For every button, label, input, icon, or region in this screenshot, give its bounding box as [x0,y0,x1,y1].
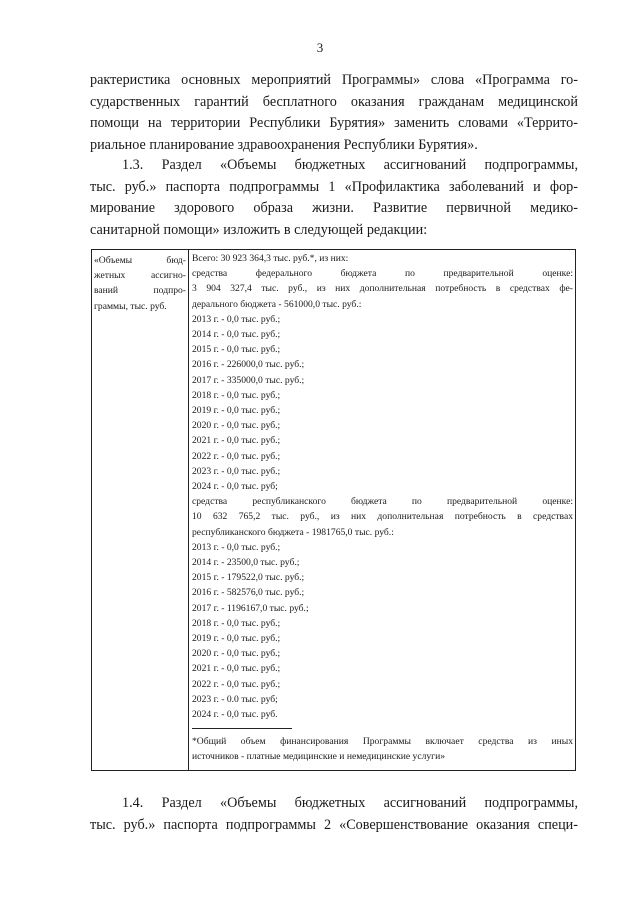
federal-year-line: 2019 г. - 0,0 тыс. руб.; [192,405,281,417]
text-line: тыс. руб.» паспорта подпрограммы 2 «Совершенствование оказания специ- [90,816,578,833]
republic-year-line: 2022 г. - 0,0 тыс. руб.; [192,678,281,690]
text-line: граммы, тыс. руб. [94,300,167,312]
federal-line: средства федерального бюджета по предварительной оценке: [192,268,573,280]
federal-year-line: 2024 г. - 0,0 тыс. руб; [192,481,278,493]
republic-year-line: 2017 г. - 1196167,0 тыс. руб.; [192,602,309,614]
text-line: помощи на территории Республики Бурятия» заменить словами «Террито- [90,115,578,131]
republic-line: 10 632 765,2 тыс. руб., из них дополнительная потребность в средствах [192,511,573,523]
table-column-divider [188,250,189,770]
budget-table [91,249,576,771]
republic-line: средства республиканского бюджета по предварительной оценке: [192,496,573,508]
republic-year-line: 2018 г. - 0,0 тыс. руб.; [192,617,281,629]
text-line: тыс. руб.» паспорта подпрограммы 1 «Профилактика заболеваний и фор- [90,178,578,195]
text-line: ваний подпро- [94,285,186,297]
footnote [192,734,573,764]
republic-year-line: 2013 г. - 0,0 тыс. руб.; [192,541,281,553]
republic-line: республиканского бюджета - 1981765,0 тыс. руб.: [192,526,394,538]
text-line: 1.3. Раздел «Объемы бюджетных ассигнований подпрограммы, [122,157,578,173]
section-1-4-paragraph [90,793,578,836]
footnote-rule [192,728,292,729]
text-line: сударственных гарантий бесплатного оказания гражданам медицинской [90,93,578,110]
text-line: санитарной помощи» изложить в следующей редакции: [90,221,428,238]
text-line: 1.4. Раздел «Объемы бюджетных ассигнований подпрограммы, [122,795,578,811]
footnote-line: *Общий объем финансирования Программы включает средства из иных [192,736,573,747]
federal-year-line: 2015 г. - 0,0 тыс. руб.; [192,344,281,356]
federal-line: 3 904 327,4 тыс. руб., из них дополнительная потребность в средствах фе- [192,283,573,295]
federal-year-line: 2020 г. - 0,0 тыс. руб.; [192,420,281,432]
total-line: Всего: 30 923 364,3 тыс. руб.*, из них: [192,253,349,264]
federal-year-line: 2014 г. - 0,0 тыс. руб.; [192,329,281,341]
federal-year-line: 2022 г. - 0,0 тыс. руб.; [192,450,281,462]
republic-year-line: 2016 г. - 582576,0 тыс. руб.; [192,587,305,599]
table-left-cell [94,253,186,314]
text-line: рактеристика основных мероприятий Программы» слова «Программа го- [90,72,578,88]
text-line: мирование здорового образа жизни. Развитие первичной медико- [90,200,578,216]
page-number: 3 [316,40,324,55]
text-line: риальное планирование здравоохранения Республики Бурятия». [90,136,478,153]
republic-year-line: 2023 г. - 0.0 тыс. руб; [192,693,278,705]
federal-year-line: 2013 г. - 0,0 тыс. руб.; [192,313,281,325]
text-line: жетных ассигно- [94,270,186,282]
text-line: «Объемы бюд- [94,255,186,266]
federal-year-line: 2016 г. - 226000,0 тыс. руб.; [192,359,305,371]
federal-year-line: 2018 г. - 0,0 тыс. руб.; [192,389,281,401]
federal-year-line: 2017 г. - 335000,0 тыс. руб.; [192,374,305,386]
table-right-cell [192,251,573,722]
republic-year-line: 2020 г. - 0,0 тыс. руб.; [192,648,281,660]
federal-line: дерального бюджета - 561000,0 тыс. руб.: [192,298,362,310]
republic-year-line: 2014 г. - 23500,0 тыс. руб.; [192,557,300,569]
section-1-3-paragraph [90,155,578,241]
footnote-line: источников - платные медицинские и немедицинские услуги» [192,751,446,763]
republic-year-line: 2019 г. - 0,0 тыс. руб.; [192,633,281,645]
republic-year-line: 2024 г. - 0,0 тыс. руб. [192,709,278,721]
republic-year-line: 2015 г. - 179522,0 тыс. руб.; [192,572,305,584]
federal-year-line: 2021 г. - 0,0 тыс. руб.; [192,435,281,447]
republic-year-line: 2021 г. - 0,0 тыс. руб.; [192,663,281,675]
intro-paragraph [90,70,578,156]
federal-year-line: 2023 г. - 0,0 тыс. руб.; [192,465,281,477]
